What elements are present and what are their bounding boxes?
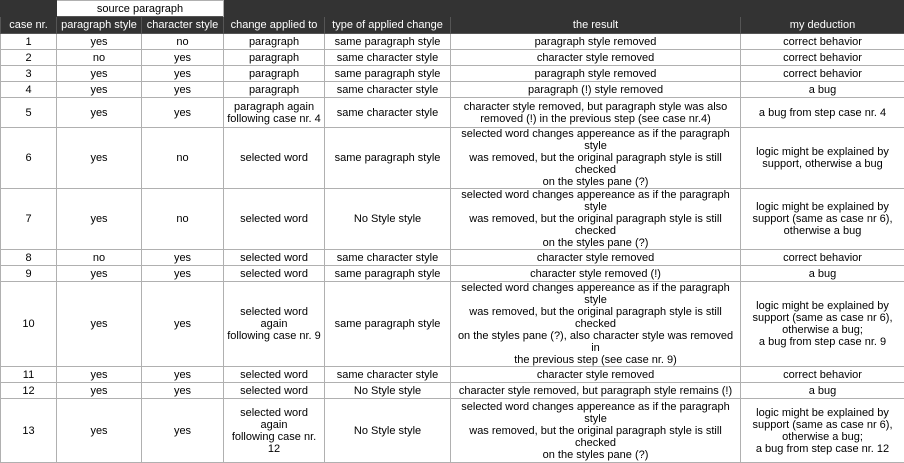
result-cell: character style removed bbox=[451, 250, 741, 266]
result-cell: character style removed bbox=[451, 50, 741, 66]
change-type-cell: No Style style bbox=[325, 383, 451, 399]
character-style-cell: yes bbox=[142, 50, 224, 66]
deduction-cell: a bug from step case nr. 4 bbox=[741, 98, 904, 128]
deduction-cell: logic might be explained by support (same as case nr 6), otherwise a bug bbox=[741, 189, 904, 250]
case-nr-cell: 5 bbox=[1, 98, 57, 128]
change-applied-to-cell: selected word bbox=[224, 128, 325, 189]
character-style-cell: yes bbox=[142, 383, 224, 399]
paragraph-style-cell: yes bbox=[57, 66, 142, 82]
paragraph-style-cell: yes bbox=[57, 282, 142, 367]
character-style-cell: yes bbox=[142, 399, 224, 463]
header-spacer bbox=[1, 1, 57, 17]
change-type-cell: same character style bbox=[325, 82, 451, 98]
case-nr-cell: 7 bbox=[1, 189, 57, 250]
deduction-cell: correct behavior bbox=[741, 367, 904, 383]
change-type-cell: same paragraph style bbox=[325, 34, 451, 50]
case-nr-cell: 1 bbox=[1, 34, 57, 50]
column-header-row bbox=[1, 17, 904, 34]
case-nr-cell: 2 bbox=[1, 50, 57, 66]
table-row bbox=[1, 34, 904, 50]
column-header-result: the result bbox=[451, 17, 741, 34]
result-cell: selected word changes appereance as if the paragraph style was removed, but the original paragraph style is still checked on the styles pane (?) bbox=[451, 399, 741, 463]
paragraph-style-cell: no bbox=[57, 50, 142, 66]
deduction-cell: logic might be explained by support (same as case nr 6), otherwise a bug; a bug from step case nr. 9 bbox=[741, 282, 904, 367]
column-header-character-style: character style bbox=[142, 17, 224, 34]
table-row bbox=[1, 189, 904, 250]
case-nr-cell: 13 bbox=[1, 399, 57, 463]
change-type-cell: same paragraph style bbox=[325, 282, 451, 367]
character-style-cell: yes bbox=[142, 266, 224, 282]
paragraph-style-cell: yes bbox=[57, 128, 142, 189]
case-nr-cell: 4 bbox=[1, 82, 57, 98]
paragraph-style-cell: no bbox=[57, 250, 142, 266]
character-style-cell: no bbox=[142, 34, 224, 50]
paragraph-style-cell: yes bbox=[57, 399, 142, 463]
change-type-cell: No Style style bbox=[325, 399, 451, 463]
table-row bbox=[1, 266, 904, 282]
change-applied-to-cell: selected word again following case nr. 12 bbox=[224, 399, 325, 463]
change-applied-to-cell: selected word bbox=[224, 367, 325, 383]
column-header-type-of-change: type of applied change bbox=[325, 17, 451, 34]
character-style-cell: yes bbox=[142, 250, 224, 266]
case-nr-cell: 8 bbox=[1, 250, 57, 266]
deduction-cell: correct behavior bbox=[741, 250, 904, 266]
group-header-source-paragraph: source paragraph bbox=[57, 1, 224, 17]
case-nr-cell: 10 bbox=[1, 282, 57, 367]
change-applied-to-cell: paragraph again following case nr. 4 bbox=[224, 98, 325, 128]
change-type-cell: same character style bbox=[325, 250, 451, 266]
result-cell: paragraph style removed bbox=[451, 66, 741, 82]
character-style-cell: yes bbox=[142, 282, 224, 367]
character-style-cell: yes bbox=[142, 82, 224, 98]
change-applied-to-cell: selected word bbox=[224, 266, 325, 282]
paragraph-style-cell: yes bbox=[57, 266, 142, 282]
result-cell: character style removed, but paragraph style was also removed (!) in the previous step (see case nr.4) bbox=[451, 98, 741, 128]
paragraph-style-cell: yes bbox=[57, 82, 142, 98]
change-type-cell: same paragraph style bbox=[325, 266, 451, 282]
case-nr-cell: 11 bbox=[1, 367, 57, 383]
change-applied-to-cell: paragraph bbox=[224, 50, 325, 66]
paragraph-style-cell: yes bbox=[57, 383, 142, 399]
paragraph-style-cell: yes bbox=[57, 367, 142, 383]
character-style-cell: no bbox=[142, 128, 224, 189]
change-applied-to-cell: selected word again following case nr. 9 bbox=[224, 282, 325, 367]
deduction-cell: a bug bbox=[741, 266, 904, 282]
result-cell: character style removed bbox=[451, 367, 741, 383]
character-style-cell: no bbox=[142, 189, 224, 250]
change-applied-to-cell: selected word bbox=[224, 189, 325, 250]
table-row bbox=[1, 383, 904, 399]
column-header-case-nr: case nr. bbox=[1, 17, 57, 34]
case-nr-cell: 9 bbox=[1, 266, 57, 282]
case-nr-cell: 3 bbox=[1, 66, 57, 82]
table-row bbox=[1, 282, 904, 367]
character-style-cell: yes bbox=[142, 66, 224, 82]
deduction-cell: a bug bbox=[741, 383, 904, 399]
table-row bbox=[1, 250, 904, 266]
case-nr-cell: 12 bbox=[1, 383, 57, 399]
change-type-cell: same paragraph style bbox=[325, 128, 451, 189]
table-row bbox=[1, 367, 904, 383]
deduction-cell: logic might be explained by support, otherwise a bug bbox=[741, 128, 904, 189]
column-header-change-applied-to: change applied to bbox=[224, 17, 325, 34]
change-type-cell: same character style bbox=[325, 367, 451, 383]
table-row bbox=[1, 399, 904, 463]
table-row bbox=[1, 98, 904, 128]
table-row bbox=[1, 66, 904, 82]
paragraph-style-cell: yes bbox=[57, 189, 142, 250]
character-style-cell: yes bbox=[142, 367, 224, 383]
result-cell: selected word changes appereance as if the paragraph style was removed, but the original paragraph style is still checked on the styles pane (?) bbox=[451, 128, 741, 189]
deduction-cell: correct behavior bbox=[741, 66, 904, 82]
change-applied-to-cell: paragraph bbox=[224, 34, 325, 50]
deduction-cell: a bug bbox=[741, 82, 904, 98]
group-header-row bbox=[1, 1, 904, 17]
change-applied-to-cell: selected word bbox=[224, 383, 325, 399]
result-cell: character style removed, but paragraph style remains (!) bbox=[451, 383, 741, 399]
deduction-cell: correct behavior bbox=[741, 50, 904, 66]
change-applied-to-cell: paragraph bbox=[224, 82, 325, 98]
table-row bbox=[1, 50, 904, 66]
change-type-cell: same character style bbox=[325, 98, 451, 128]
change-type-cell: same paragraph style bbox=[325, 66, 451, 82]
paragraph-style-cell: yes bbox=[57, 98, 142, 128]
result-cell: selected word changes appereance as if the paragraph style was removed, but the original paragraph style is still checked on the styles pane (?) bbox=[451, 189, 741, 250]
deduction-cell: logic might be explained by support (same as case nr 6), otherwise a bug; a bug from step case nr. 12 bbox=[741, 399, 904, 463]
paragraph-style-cell: yes bbox=[57, 34, 142, 50]
change-type-cell: No Style style bbox=[325, 189, 451, 250]
character-style-cell: yes bbox=[142, 98, 224, 128]
table-row bbox=[1, 82, 904, 98]
column-header-paragraph-style: paragraph style bbox=[57, 17, 142, 34]
change-type-cell: same character style bbox=[325, 50, 451, 66]
result-cell: character style removed (!) bbox=[451, 266, 741, 282]
deduction-cell: correct behavior bbox=[741, 34, 904, 50]
change-applied-to-cell: selected word bbox=[224, 250, 325, 266]
result-cell: paragraph (!) style removed bbox=[451, 82, 741, 98]
result-cell: selected word changes appereance as if the paragraph style was removed, but the original paragraph style is still checked on the styles pane (?), also character style was removed in the previous step (see case nr. 9) bbox=[451, 282, 741, 367]
header-spacer bbox=[224, 1, 904, 17]
change-applied-to-cell: paragraph bbox=[224, 66, 325, 82]
case-nr-cell: 6 bbox=[1, 128, 57, 189]
table-body bbox=[1, 34, 904, 463]
result-cell: paragraph style removed bbox=[451, 34, 741, 50]
column-header-deduction: my deduction bbox=[741, 17, 904, 34]
table-row bbox=[1, 128, 904, 189]
